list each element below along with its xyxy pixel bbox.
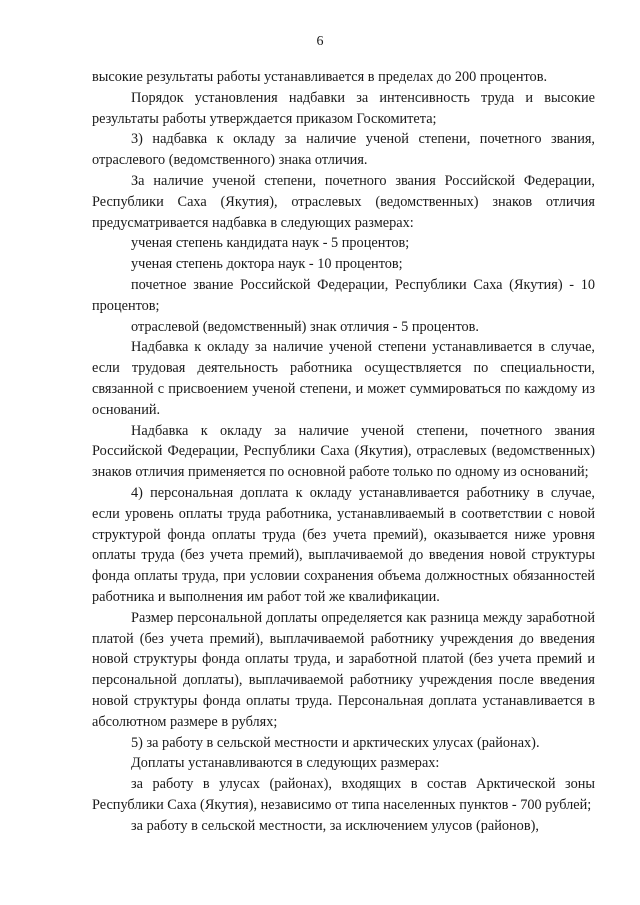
- paragraph-procedure-intensity: Порядок установления надбавки за интенсивность труда и высокие результаты работы утверждается приказом Госкомитета;: [92, 89, 595, 127]
- paragraph-payment-sizes: Доплаты устанавливаются в следующих размерах:: [131, 755, 440, 772]
- list-item-doctor-degree: ученая степень доктора наук - 10 процентов;: [131, 256, 403, 273]
- list-item-arctic-zone: за работу в улусах (районах), входящих в состав Арктической зоны Республики Саха (Якутия), независимо от типа населенных пунктов - 700 рублей;: [92, 776, 595, 813]
- paragraph-personal-payment-size: Размер персональной доплаты определяется как разница между заработной платой (без учета премий), выплачиваемой работнику учреждения до введения новой структуры фонда оплаты труда, и заработной платой (без учета премий и персональной доплаты), выплачиваемой работнику учреждения после введения новой структуры фонда оплаты труда. Персональная доплата устанавливается в абсолютном размере в рублях;: [92, 609, 595, 730]
- paragraph-allowance-sizes: За наличие ученой степени, почетного звания Российской Федерации, Республики Саха (Якутия), отраслевых (ведомственных) знаков отличия предусматривается надбавка в следующих размерах:: [92, 172, 595, 231]
- paragraph-item-5-rural-arctic: 5) за работу в сельской местности и арктических улусах (районах).: [131, 734, 540, 751]
- page-number: 6: [316, 34, 324, 49]
- paragraph-degree-condition: Надбавка к окладу за наличие ученой степени устанавливается в случае, если трудовая деятельность работника осуществляется по специальности, связанной с присвоением ученой степени, и может суммироваться по каждому из оснований.: [92, 339, 595, 418]
- paragraph-item-4-personal-payment: 4) персональная доплата к окладу устанавливается работнику в случае, если уровень оплаты труда работника, устанавливаемый в соответствии с новой структурой фонда оплаты труда (без учета премий), оказывается ниже уровня оплаты труда (без учета премий), выплачиваемой до введения новой структуры фонда оплаты труда, при условии сохранения объема должностных обязанностей работника и выполнения им работ той же квалификации.: [92, 484, 595, 605]
- paragraph-single-basis: Надбавка к окладу за наличие ученой степени, почетного звания Российской Федерации, Республики Саха (Якутия), отраслевых (ведомственных) знаков отличия применяется по основной работе только по одному из оснований;: [92, 422, 595, 481]
- list-item-candidate-degree: ученая степень кандидата наук - 5 процентов;: [131, 235, 410, 252]
- list-item-rural-area: за работу в сельской местности, за исключением улусов (районов),: [131, 817, 539, 834]
- list-item-departmental-badge: отраслевой (ведомственный) знак отличия - 5 процентов.: [131, 318, 479, 335]
- paragraph-continuation: высокие результаты работы устанавливается в пределах до 200 процентов.: [92, 69, 548, 85]
- list-item-honorary-title: почетное звание Российской Федерации, Республики Саха (Якутия) - 10 процентов;: [92, 276, 595, 314]
- paragraph-item-3-heading: 3) надбавка к окладу за наличие ученой степени, почетного звания, отраслевого (ведомственного) знака отличия.: [92, 131, 595, 169]
- document-body: [92, 67, 595, 836]
